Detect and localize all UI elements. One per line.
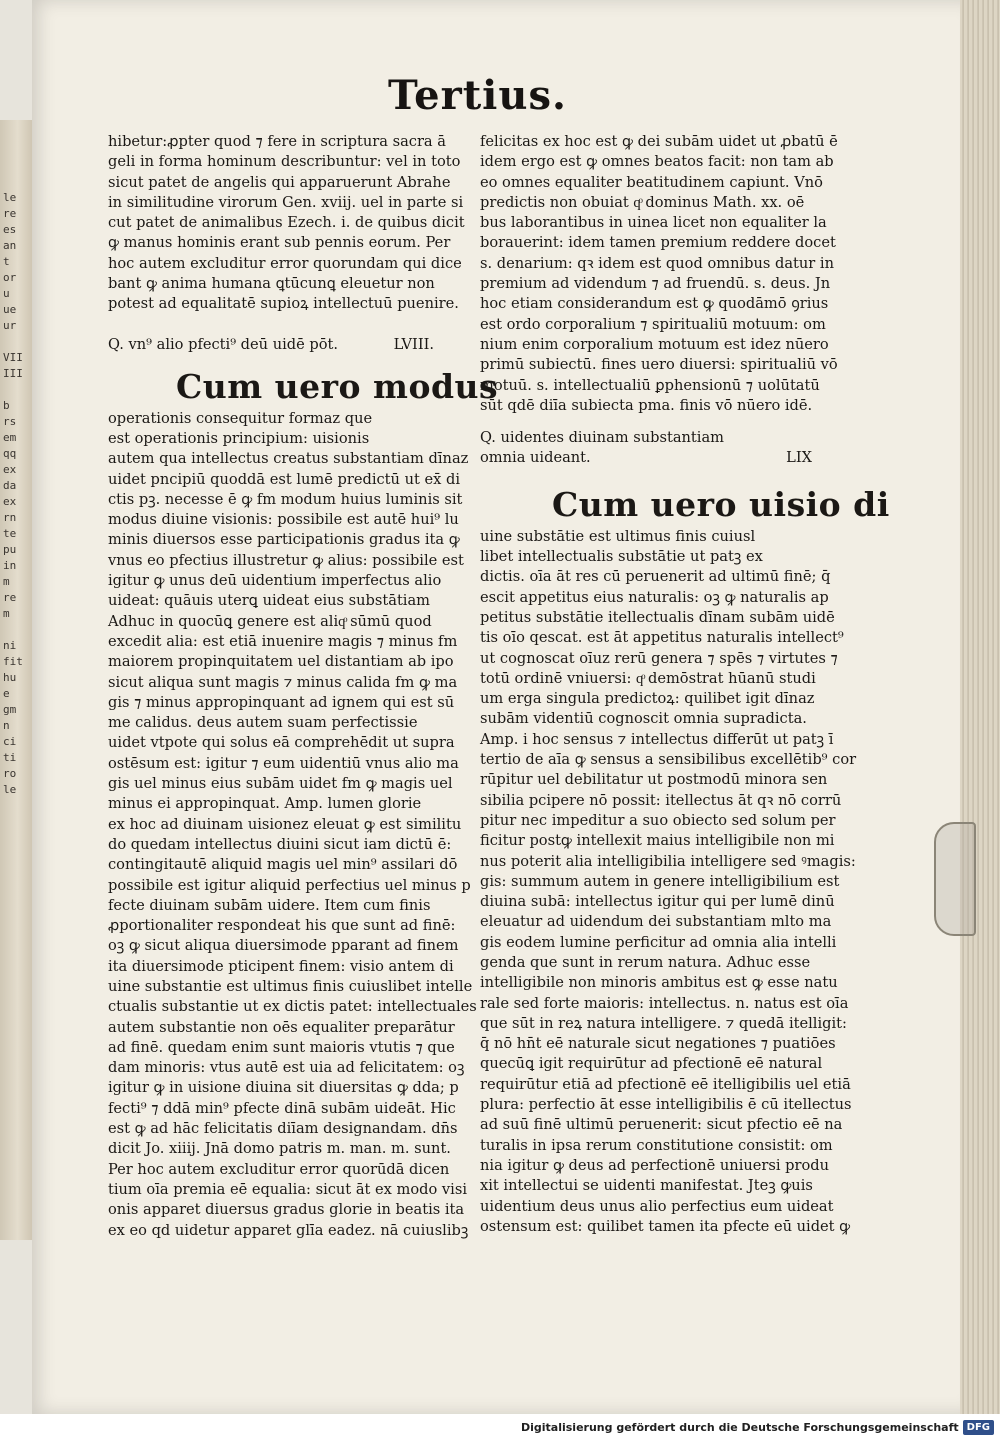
left-page-stack xyxy=(0,120,33,1240)
text-line: que sūt in reꝝ natura intelligere. ⁊ quedā itelligit: xyxy=(480,1014,847,1032)
text-line: geli in forma hominum describuntur: vel in toto xyxy=(108,153,461,171)
text-line: sicut aliqua sunt magis ⁊ minus calida fm ꝙ ma xyxy=(108,673,458,691)
text-line: motuū. s. intellectualiū ꝑphensionū ⁊ uolūtatū xyxy=(480,376,820,394)
text-line: modus diuine visionis: possibile est autē hui⁹ lu xyxy=(108,511,459,529)
text-line: libet intellectualis substātie ut patꝫ ex xyxy=(480,548,763,566)
text-line: rūpitur uel debilitatur ut postmodū minora sen xyxy=(480,771,828,789)
text-line: do quedam intellectus diuini sicut iam dictū ē: xyxy=(108,835,452,853)
chapter-incipit: Cum uero modus xyxy=(176,366,499,406)
text-line: est operationis principium: uisionis xyxy=(108,429,370,447)
page-clip xyxy=(934,822,976,936)
text-line: felicitas ex hoc est ꝙ dei subām uidet ut ꝓbatū ē xyxy=(480,133,838,150)
text-line: ex eo qd uidetur apparet glīa eadez. nā cuiuslibꝫ xyxy=(108,1221,469,1239)
chapter-heading-text: Q. uidentes diuinam substantiam xyxy=(480,429,724,447)
text-line: ctualis substantie ut ex dictis patet: intellectuales xyxy=(108,998,477,1016)
text-line: ad finē. quedam enim sunt maioris vtutis ⁊ que xyxy=(108,1038,455,1056)
text-line: ostensum est: quilibet tamen ita pfecte eū uidet ꝙ xyxy=(480,1217,851,1235)
text-line: nia igitur ꝙ deus ad perfectionē uniuersi produ xyxy=(480,1156,830,1174)
text-line: maiorem propinquitatem uel distantiam ab ipo xyxy=(108,653,454,671)
right-column xyxy=(480,132,890,1237)
left-page-edge-text: le re es an t or u ue ur VII III b rs em qq ex da ex rn te pu in m re m ni fit hu e gm n ci ti ro le xyxy=(3,191,23,796)
text-line: totū ordinē vniuersi: qͦ demōstrat hūanū studi xyxy=(480,669,816,687)
chapter-heading-lix xyxy=(480,428,812,469)
text-line: xit intellectui se uidenti manifestat. Jteꝫ ꝙuis xyxy=(480,1177,813,1195)
text-line: dictis. oīa āt res cū peruenerit ad ultimū finē; q̄ xyxy=(480,568,831,586)
text-line: idem ergo est ꝙ omnes beatos facit: non tam ab xyxy=(480,153,834,171)
chapter-number: LVIII. xyxy=(393,335,434,353)
text-line: ostēsum est: igitur ⁊ eum uidentiū vnus alio ma xyxy=(108,754,459,772)
text-line: bant ꝙ anima humana ꝗtūcunꝗ eleuetur non xyxy=(108,275,435,293)
text-line: est ꝙ ad hāc felicitatis diīam designandam. dn̄s xyxy=(108,1120,458,1138)
dfg-logo: DFG xyxy=(963,1420,994,1435)
text-line: quecūꝗ igit requirūtur ad pfectionē eē natural xyxy=(480,1055,823,1073)
text-line: cut patet de animalibus Ezech. i. de quibus dicit xyxy=(108,214,465,232)
text-line: hoc autem excluditur error quorundam qui dice xyxy=(108,254,462,272)
chapter-heading-text: Q. vn⁹ alio pfecti⁹ deū uidē pōt. xyxy=(108,335,339,353)
text-line: borauerint: idem tamen premium reddere docet xyxy=(480,234,836,252)
text-line: eleuatur ad uidendum dei substantiam mlto ma xyxy=(480,913,832,931)
text-line: tis oīo qescat. est āt appetitus naturalis intellect⁹ xyxy=(480,629,844,647)
text-line: gis eodem lumine perficitur ad omnia alia intelli xyxy=(480,933,837,951)
text-line: dam minoris: vtus autē est uia ad felicitatem: oꝫ xyxy=(108,1059,465,1077)
text-line: gis ⁊ minus appropinquant ad ignem qui est sū xyxy=(108,693,455,711)
text-line: tertio de aīa ꝙ sensus a sensibilibus excellētib⁹ cor xyxy=(480,751,857,769)
text-line: in similitudine virorum Gen. xviij. uel in parte si xyxy=(108,193,464,211)
chapter-heading-lviii xyxy=(108,335,434,359)
text-line: sibilia pcipere nō possit: itellectus āt qꝛ nō corrū xyxy=(480,791,842,809)
text-line: eo omnes equaliter beatitudinem capiunt. Vnō xyxy=(480,173,823,191)
text-line: pitur nec impeditur a suo obiecto sed solum per xyxy=(480,811,836,829)
text-line: ꝙ manus hominis erant sub pennis eorum. Per xyxy=(108,234,451,252)
text-line: bus laborantibus in uinea licet non equaliter la xyxy=(480,214,827,232)
right-column-body-text xyxy=(480,527,857,1237)
text-line: autem substantie non oēs equaliter preparātur xyxy=(108,1018,455,1036)
text-line: operationis consequitur formaz que xyxy=(108,409,373,427)
text-line: intelligibile non minoris ambitus est ꝙ esse natu xyxy=(480,974,838,992)
text-line: uine substantie est ultimus finis cuiuslibet intelle xyxy=(108,977,473,995)
text-line: sicut patet de angelis qui apparuerunt Abrahe xyxy=(108,173,451,191)
text-line: petitus substātie itellectualis dīnam subām uidē xyxy=(480,608,835,626)
running-head: Tertius. xyxy=(388,72,567,119)
text-line: fecte diuinam subām uidere. Item cum finis xyxy=(108,896,431,914)
text-line: ctis pꝫ. necesse ē ꝙ fm modum huius luminis sit xyxy=(108,490,463,508)
right-page-stack xyxy=(960,0,1000,1414)
text-line: escit appetitus eius naturalis: oꝫ ꝙ naturalis ap xyxy=(480,588,829,606)
chapter-number: LIX xyxy=(786,449,812,467)
text-line: hoc etiam considerandum est ꝙ quodāmō ꝯrius xyxy=(480,295,829,313)
chapter-incipit: Cum uero uisio di xyxy=(552,484,890,524)
text-line: uidet vtpote qui solus eā comprehēdit ut supra xyxy=(108,734,455,752)
text-line: uine substātie est ultimus finis cuiusl xyxy=(480,527,756,545)
text-line: turalis in ipsa rerum constitutione consistit: om xyxy=(480,1136,833,1154)
text-line: autem qua intellectus creatus substantiam dīnaz xyxy=(108,450,469,468)
text-line: q̄ nō hn̄t eē naturale sicut negationes ⁊ puatiōes xyxy=(480,1035,836,1053)
text-line: primū subiectū. fines uero diuersi: spiritualiū vō xyxy=(480,356,838,374)
text-line: genda que sunt in rerum natura. Adhuc esse xyxy=(480,953,811,971)
text-line: gis: summum autem in genere intelligibilium est xyxy=(480,872,840,890)
text-line: minus ei appropinquat. Amp. lumen glorie xyxy=(108,795,422,813)
text-line: ꝓportionaliter respondeat his que sunt ad finē: xyxy=(108,917,456,935)
text-line: premium ad videndum ⁊ ad fruendū. s. deus. Jn xyxy=(480,275,831,293)
text-line: possibile est igitur aliquid perfectius uel minus p xyxy=(108,876,471,894)
text-line: igitur ꝙ in uisione diuina sit diuersitas ꝙ dda; p xyxy=(108,1079,459,1097)
text-line: igitur ꝙ unus deū uidentium imperfectus alio xyxy=(108,572,442,590)
text-line: Per hoc autem excluditur error quorūdā dicen xyxy=(108,1160,450,1178)
text-line: plura: perfectio āt esse intelligibilis ē cū itellectus xyxy=(480,1096,852,1114)
text-line: uideat: quāuis uterꝗ uideat eius substātiam xyxy=(108,592,431,610)
right-column-top-text xyxy=(480,132,838,416)
text-line: est ordo corporalium ⁊ spiritualiū motuum: om xyxy=(480,315,826,333)
text-line: contingitautē aliquid magis uel min⁹ assilari dō xyxy=(108,856,458,874)
text-line: oꝫ ꝙ sicut aliqua diuersimode pparant ad finem xyxy=(108,937,459,955)
text-line: minis diuersos esse participationis gradus ita ꝙ xyxy=(108,531,460,549)
text-line: rale sed forte maioris: intellectus. n. natus est oīa xyxy=(480,994,849,1012)
text-line: nus poterit alia intelligibilia intelligere sed ꝰmagis: xyxy=(480,852,856,870)
text-line: ut cognoscat oīuz rerū genera ⁊ spēs ⁊ virtutes ⁊ xyxy=(480,649,838,667)
text-line: Amp. i hoc sensus ⁊ intellectus differūt ut patꝫ ī xyxy=(480,730,834,748)
left-column-body-text xyxy=(108,409,477,1241)
text-line: uidentium deus unus alio perfectius eum uideat xyxy=(480,1197,834,1215)
text-line: me calidus. deus autem suam perfectissie xyxy=(108,714,418,732)
text-line: dicit Jo. xiiij. Jnā domo patris m. man. m. sunt. xyxy=(108,1140,451,1158)
text-line: ficitur postꝙ intellexit maius intelligibile non mi xyxy=(480,832,835,850)
text-line: nium enim corporalium motuum est idez nūero xyxy=(480,335,829,353)
text-line: hibetur:ꝓpter quod ⁊ fere in scriptura sacra ā xyxy=(108,133,446,150)
text-line: tium oīa premia eē equalia: sicut āt ex modo visi xyxy=(108,1180,467,1198)
text-line: requirūtur etiā ad pfectionē eē itelligibilis uel etiā xyxy=(480,1075,851,1093)
text-line: vnus eo pfectius illustretur ꝙ alius: possibile est xyxy=(108,551,464,569)
chapter-heading-text-cont: omnia uideant. xyxy=(480,449,591,467)
text-line: s. denarium: qꝛ idem est quod omnibus datur in xyxy=(480,254,834,272)
text-line: sūt qdē diīa subiecta pma. finis vō nūero idē. xyxy=(480,396,813,414)
text-line: Adhuc in quocūꝗ genere est aliqͦ sūmū quod xyxy=(108,612,432,630)
text-line: ex hoc ad diuinam uisionez eleuat ꝙ est similitu xyxy=(108,815,462,833)
footer-bar xyxy=(0,1414,1000,1440)
text-line: ad suū finē ultimū peruenerit: sicut pfectio eē na xyxy=(480,1116,843,1134)
text-line: um erga singula predictoꝝ: quilibet igit dīnaz xyxy=(480,690,815,708)
left-column-top-text xyxy=(108,132,465,315)
funding-notice: Digitalisierung gefördert durch die Deutsche Forschungsgemeinschaft xyxy=(520,1420,959,1434)
text-line: predictis non obuiat qͦ dominus Math. xx. oē xyxy=(480,193,805,211)
text-line: onis apparet diuersus gradus glorie in beatis ita xyxy=(108,1201,465,1219)
text-line: excedit alia: est etiā inuenire magis ⁊ minus fm xyxy=(108,632,458,650)
text-line: fecti⁹ ⁊ ddā min⁹ pfecte dinā subām uideāt. Hic xyxy=(108,1099,456,1117)
text-line: uidet pncipiū quoddā est lumē predictū ut ex̄ di xyxy=(108,470,460,488)
left-column xyxy=(108,132,499,1241)
text-line: gis uel minus eius subām uidet fm ꝙ magis uel xyxy=(108,775,453,793)
text-line: subām videntiū cognoscit omnia supradicta. xyxy=(480,710,807,728)
text-line: ita diuersimode pticipent finem: visio antem di xyxy=(108,957,454,975)
text-line: diuina subā: intellectus igitur qui per lumē dinū xyxy=(480,893,835,911)
text-line: potest ad equalitatē supioꝝ intellectuū puenire. xyxy=(108,295,459,313)
